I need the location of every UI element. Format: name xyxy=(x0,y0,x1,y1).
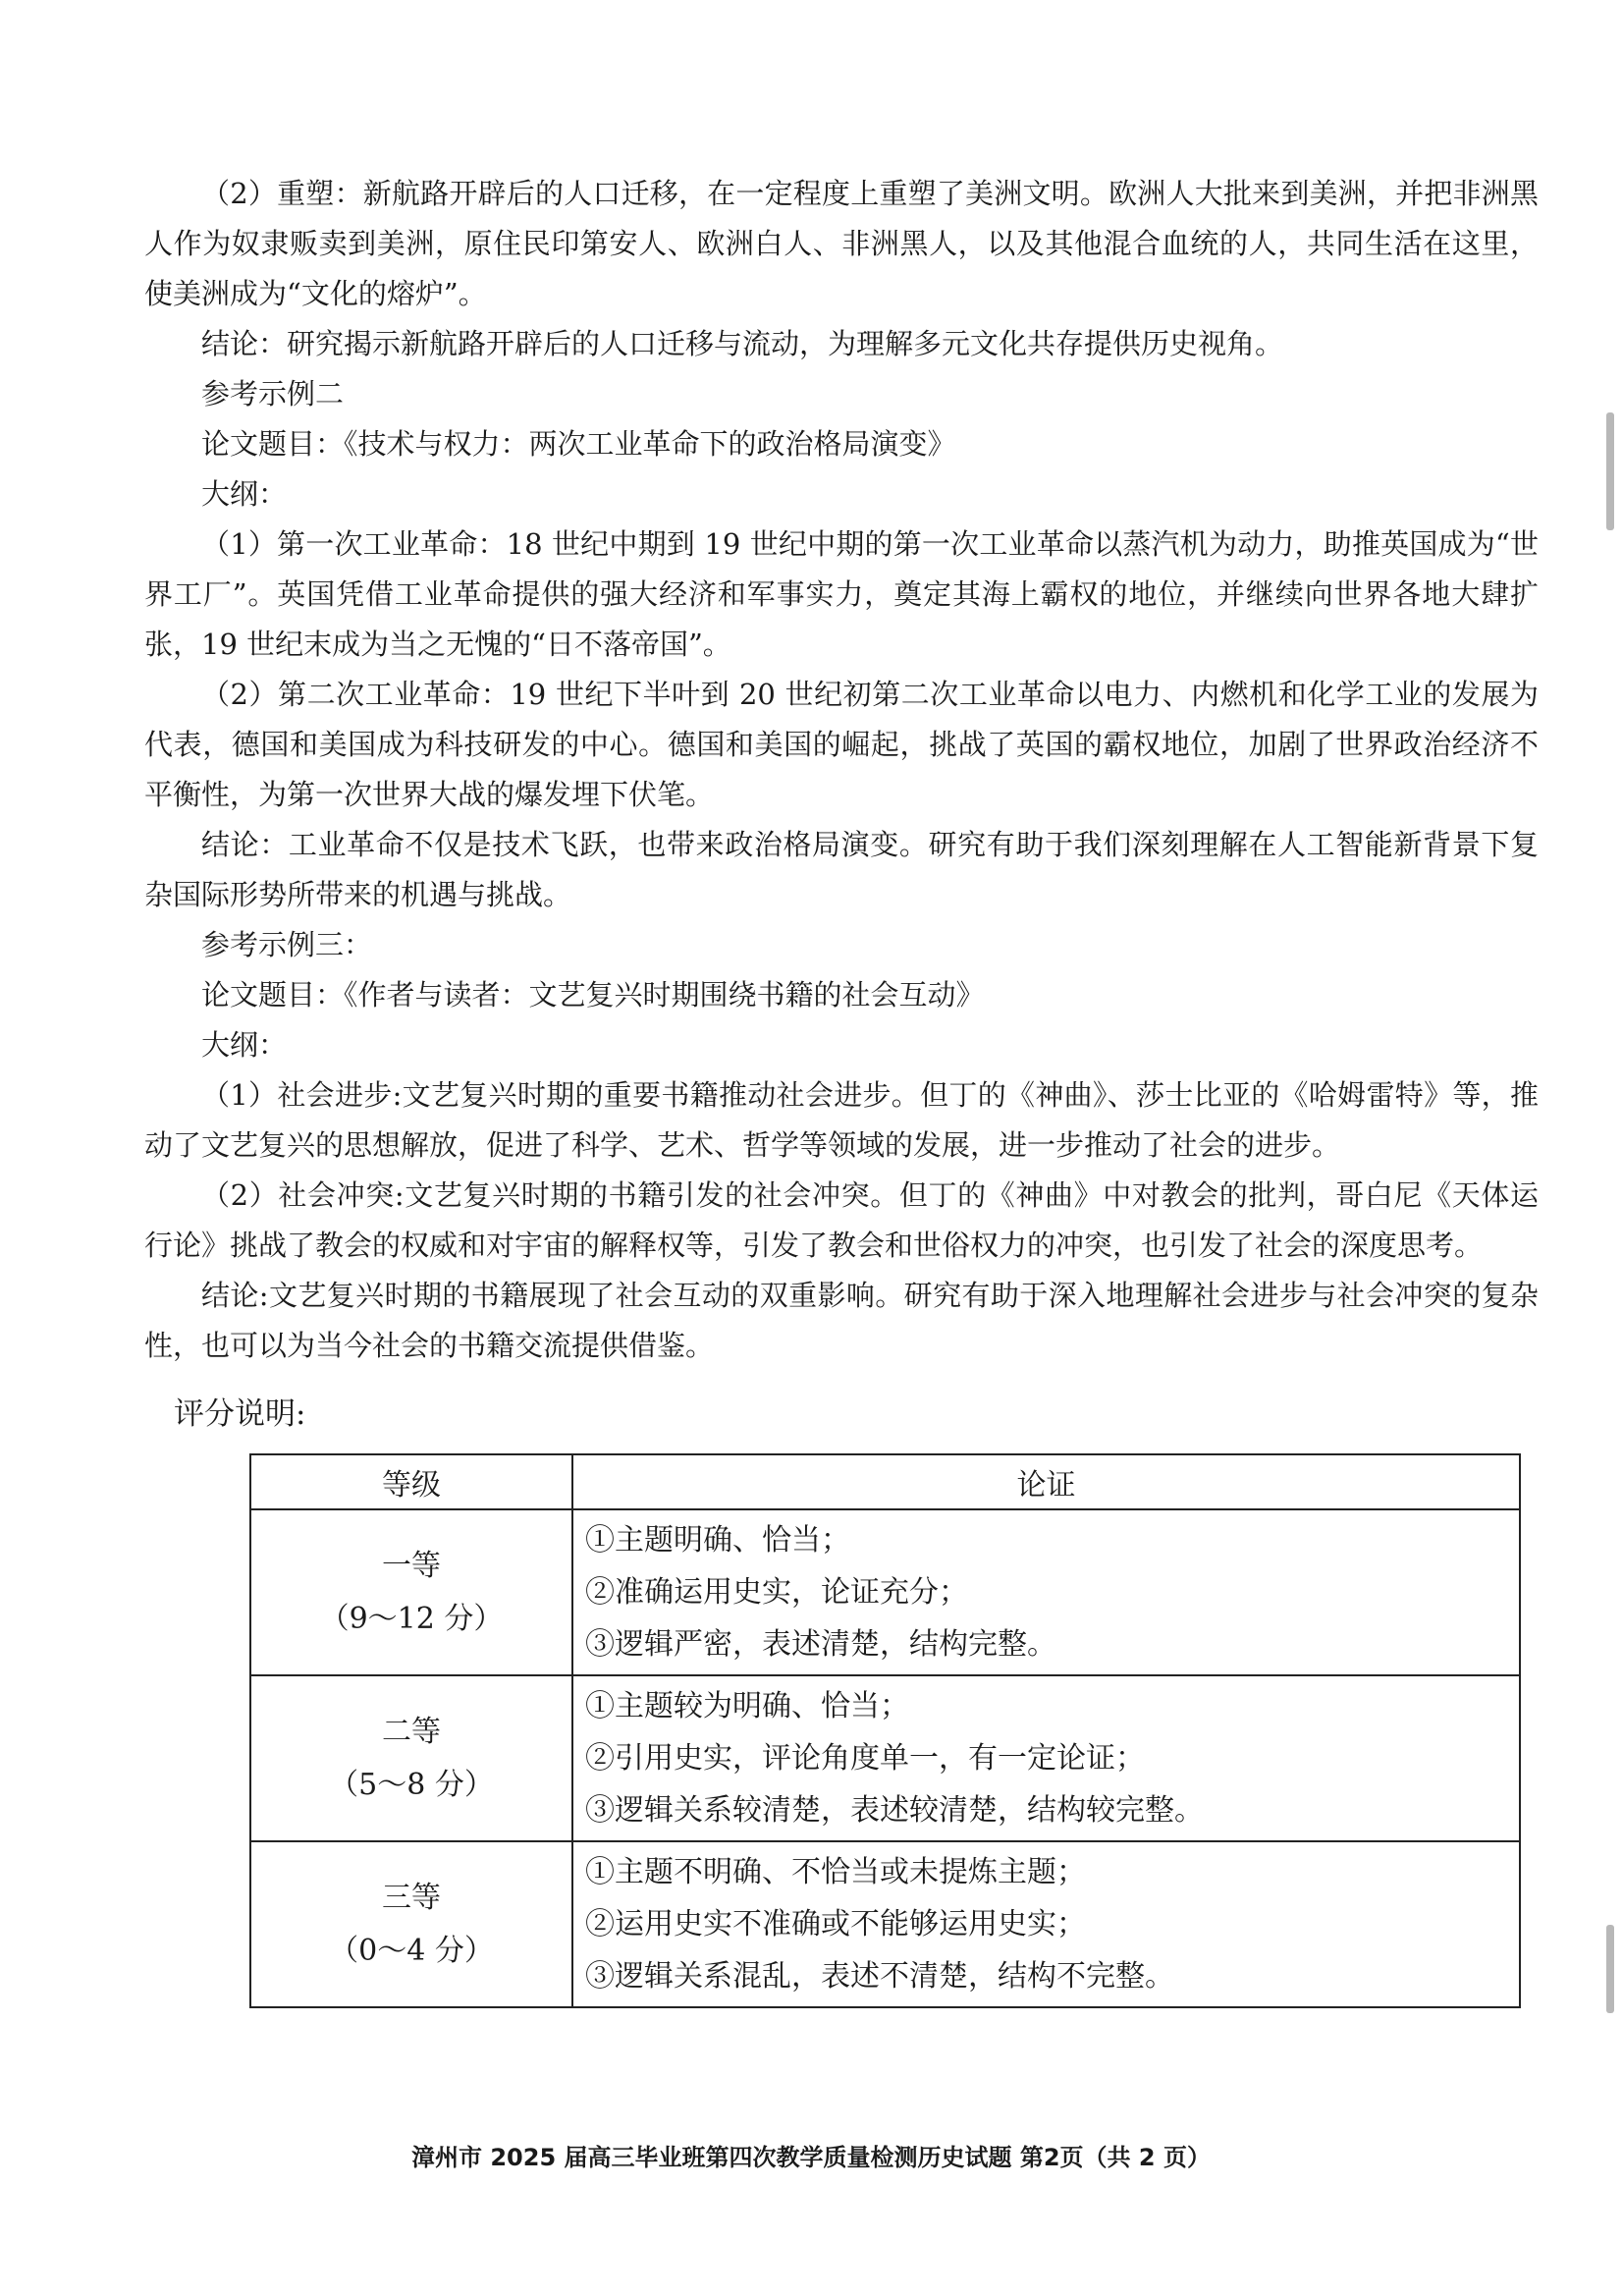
page-footer: 漳州市 2025 届高三毕业班第四次教学质量检测历史试题 第2页（共 2 页） xyxy=(411,2144,1211,2171)
rubric-row xyxy=(250,1509,1520,1675)
grade-cell xyxy=(250,1841,572,2007)
criterion-item: ②引用史实，评论角度单一，有一定论证； xyxy=(585,1741,1145,1776)
grade-cell xyxy=(250,1509,572,1675)
criterion-item: ③逻辑关系混乱，表述不清楚，结构不完整。 xyxy=(585,1959,1174,1994)
criteria-cell xyxy=(572,1675,1520,1841)
criterion-item: ①主题不明确、不恰当或未提炼主题； xyxy=(585,1855,1086,1889)
criteria-cell xyxy=(572,1509,1520,1675)
paragraph-first-industrial-revolution: （1）第一次工业革命：18 世纪中期到 19 世纪中期的第一次工业革命以蒸汽机为动力，助推英国成为“世界工厂”。英国凭借工业革命提供的强大经济和军事实力，奠定其海上霸权的地位，并继续向世界各地大肆扩张，19 世纪末成为当之无愧的“日不落帝国”。 xyxy=(144,527,1539,661)
heading-example-3: 参考示例三： xyxy=(201,928,373,961)
rubric-header-grade: 等级 xyxy=(250,1454,572,1509)
scan-edge-mark xyxy=(1606,1925,1614,2013)
outline-label-2: 大纲： xyxy=(201,477,288,511)
criterion-item: ①主题较为明确、恰当； xyxy=(585,1689,909,1723)
grade-score: （5～8 分） xyxy=(329,1767,494,1802)
criterion-item: ②运用史实不准确或不能够运用史实； xyxy=(585,1907,1086,1941)
criterion-item: ③逻辑关系较清楚，表述较清楚，结构较完整。 xyxy=(585,1793,1204,1828)
rubric-header-row xyxy=(250,1454,1520,1509)
outline-label-3: 大纲： xyxy=(201,1028,288,1062)
document-body xyxy=(144,169,1539,2008)
heading-example-2: 参考示例二 xyxy=(201,377,345,410)
grade-cell xyxy=(250,1675,572,1841)
scan-edge-mark xyxy=(1606,412,1614,530)
rubric-row xyxy=(250,1841,1520,2007)
criteria-cell xyxy=(572,1841,1520,2007)
grade-label: 二等 xyxy=(382,1714,441,1749)
rubric-title: 评分说明: xyxy=(174,1396,306,1432)
criterion-item: ②准确运用史实，论证充分； xyxy=(585,1575,968,1610)
grade-score: （9～12 分） xyxy=(319,1601,504,1636)
rubric-row xyxy=(250,1675,1520,1841)
paragraph-social-conflict: （2）社会冲突:文艺复兴时期的书籍引发的社会冲突。但丁的《神曲》中对教会的批判，哥白尼《天体运行论》挑战了教会的权威和对宇宙的解释权等，引发了教会和世俗权力的冲突，也引发了社会的深度思考。 xyxy=(144,1178,1539,1262)
paragraph-social-progress: （1）社会进步:文艺复兴时期的重要书籍推动社会进步。但丁的《神曲》、莎士比亚的《哈姆雷特》等，推动了文艺复兴的思想解放，促进了科学、艺术、哲学等领域的发展，进一步推动了社会的进步。 xyxy=(144,1078,1539,1162)
grade-label: 三等 xyxy=(382,1880,441,1915)
rubric-table xyxy=(249,1453,1521,2008)
rubric-header-criteria: 论证 xyxy=(572,1454,1520,1509)
paragraph-second-industrial-revolution: （2）第二次工业革命：19 世纪下半叶到 20 世纪初第二次工业革命以电力、内燃机和化学工业的发展为代表，德国和美国成为科技研发的中心。德国和美国的崛起，挑战了英国的霸权地位，加剧了世界政治经济不平衡性，为第一次世界大战的爆发埋下伏笔。 xyxy=(144,678,1539,811)
thesis-title-3: 论文题目：《作者与读者：文艺复兴时期围绕书籍的社会互动》 xyxy=(201,978,985,1011)
paragraph-reshape: （2）重塑：新航路开辟后的人口迁移，在一定程度上重塑了美洲文明。欧洲人大批来到美洲，并把非洲黑人作为奴隶贩卖到美洲，原住民印第安人、欧洲白人、非洲黑人，以及其他混合血统的人，共同生活在这里，使美洲成为“文化的熔炉”。 xyxy=(144,177,1539,310)
paragraph-conclusion-3: 结论:文艺复兴时期的书籍展现了社会互动的双重影响。研究有助于深入地理解社会进步与社会冲突的复杂性，也可以为当今社会的书籍交流提供借鉴。 xyxy=(144,1279,1539,1362)
thesis-title-2: 论文题目：《技术与权力：两次工业革命下的政治格局演变》 xyxy=(201,427,956,461)
grade-score: （0～4 分） xyxy=(329,1933,494,1968)
grade-label: 一等 xyxy=(382,1548,441,1583)
paragraph-conclusion-2: 结论：工业革命不仅是技术飞跃，也带来政治格局演变。研究有助于我们深刻理解在人工智能新背景下复杂国际形势所带来的机遇与挑战。 xyxy=(144,828,1539,911)
paragraph-conclusion-1: 结论：研究揭示新航路开辟后的人口迁移与流动，为理解多元文化共存提供历史视角。 xyxy=(201,327,1284,360)
criterion-item: ①主题明确、恰当； xyxy=(585,1523,850,1558)
criterion-item: ③逻辑严密，表述清楚，结构完整。 xyxy=(585,1627,1056,1662)
